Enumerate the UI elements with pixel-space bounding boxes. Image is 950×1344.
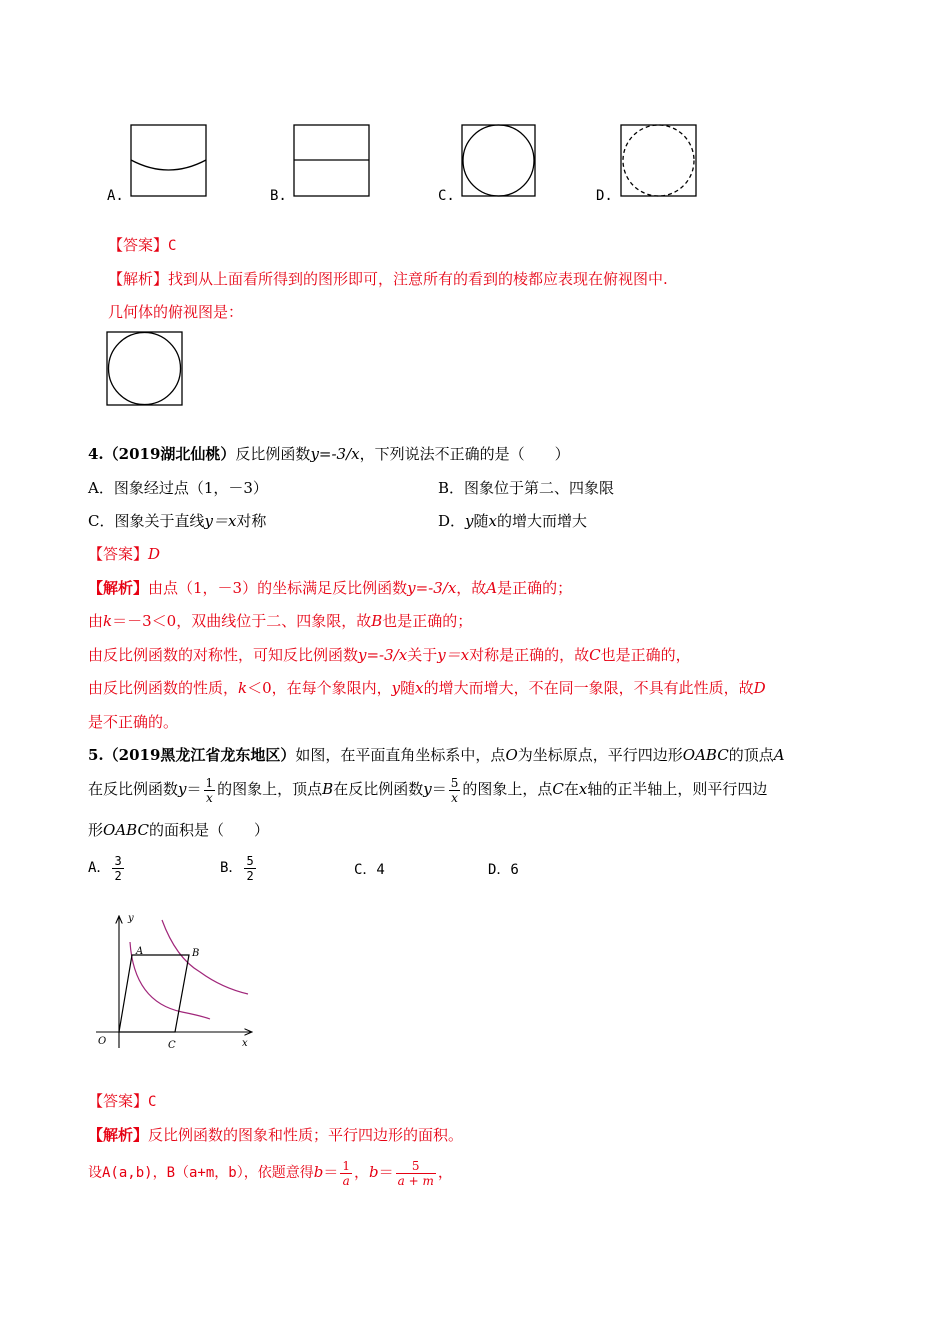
q3-option-c-figure — [461, 124, 537, 198]
q5-l2-y2: y — [423, 780, 432, 798]
q5-l2-mid3: 的图象上，点 — [462, 780, 553, 798]
q3-option-b-figure — [293, 124, 371, 198]
q3-top-view-figure — [106, 331, 184, 407]
q4-source: （2019湖北仙桃） — [103, 445, 236, 463]
q4-a3-tail: 也是正确的， — [600, 646, 691, 664]
q5-l1-mid2: 的顶点 — [728, 746, 774, 764]
q5-number: 5. — [88, 746, 104, 764]
q4-analysis-line-3 — [88, 644, 691, 665]
answer-tag: 【答案】 — [88, 1092, 149, 1110]
q4-option-d-x: x — [488, 512, 497, 530]
fraction-numerator: 5 — [450, 775, 459, 790]
q5-l1-o: O — [505, 746, 518, 764]
fraction-numerator: 5 — [246, 853, 254, 868]
q4-option-c-tail: 对称 — [236, 512, 267, 530]
q4-a3-func: y=-3/x — [358, 646, 408, 664]
fraction-denominator: a + m — [397, 1173, 434, 1188]
q4-option-d — [438, 510, 587, 531]
q3-option-d-label: D. — [596, 188, 613, 204]
q5-stem-line-2 — [88, 772, 767, 806]
q5-solution-line-1 — [88, 1152, 453, 1193]
q4-a3-var: C — [589, 646, 601, 664]
q4-a3-text: 由反比例函数的对称性，可知反比例函数 — [88, 646, 359, 664]
q4-option-d-tail: 的增大而增大 — [497, 512, 588, 530]
fraction-numerator: 5 — [411, 1158, 420, 1173]
q5-coordinate-figure — [92, 912, 257, 1052]
q4-analysis-line-5: 是不正确的。 — [88, 713, 179, 731]
q5-l3-text: 形 — [88, 821, 104, 839]
q3-option-c-label: C. — [438, 188, 455, 204]
q4-a1-tail: 是正确的； — [497, 579, 573, 597]
q4-analysis-line-4 — [88, 677, 766, 698]
q4-a4-k: k — [238, 679, 248, 697]
q3-option-d-figure — [620, 124, 698, 198]
q5-s1-fraction — [340, 1159, 352, 1188]
analysis-tag: 【解析】 — [108, 270, 169, 288]
q5-option-a-fraction — [112, 854, 123, 883]
q4-option-b: B．图象位于第二、四象限 — [438, 479, 615, 497]
q4-stem — [88, 443, 570, 464]
q3-answer-line — [108, 234, 176, 255]
q4-option-c-text: C．图象关于直线 — [88, 512, 205, 530]
q5-l3-oabc: OABC — [103, 821, 149, 839]
q5-s1-b: b — [313, 1163, 324, 1181]
label-a: A — [136, 946, 144, 957]
q5-s1-tail: ， — [437, 1163, 453, 1181]
q5-l2-tail: 轴的正半轴上，则平行四边 — [587, 780, 768, 798]
label-x: x — [242, 1038, 248, 1049]
q3-analysis-line — [108, 268, 668, 289]
q3-option-a-label: A. — [107, 188, 124, 204]
fraction-denominator: x — [204, 790, 216, 805]
q5-option-d: D．6 — [488, 862, 519, 878]
q5-l2-fraction-2 — [449, 776, 461, 805]
q4-a4-text: 由反比例函数的性质， — [88, 679, 239, 697]
q4-a4-var: D — [753, 679, 766, 697]
q5-s1-b2: b — [369, 1163, 379, 1181]
q5-l2-text: 在反比例函数 — [88, 780, 179, 798]
q4-a2-k: k — [103, 612, 113, 630]
fraction-denominator: a — [340, 1173, 352, 1188]
q4-stem-tail: ，下列说法不正确的是（ ） — [359, 445, 570, 463]
analysis-text: 找到从上面看所得到的图形即可，注意所有的看到的棱都应表现在俯视图中. — [168, 270, 668, 288]
q4-number: 4. — [88, 445, 104, 463]
curve-y-5-over-x — [162, 920, 248, 994]
answer-tag: 【答案】 — [88, 545, 149, 563]
q5-l2-fraction — [204, 776, 216, 805]
label-y: y — [128, 913, 134, 924]
q5-s1-comma: ， — [353, 1163, 369, 1181]
q5-l2-c: C — [552, 780, 564, 798]
q4-answer-line — [88, 543, 160, 564]
q5-stem-line-1 — [88, 744, 785, 765]
analysis-tag: 【解析】 — [88, 1126, 149, 1144]
fraction-numerator: 1 — [205, 775, 214, 790]
q5-source: （2019黑龙江省龙东地区） — [103, 746, 296, 764]
q4-a3-line: y＝x — [437, 646, 470, 664]
q5-option-a — [88, 851, 126, 885]
fraction-denominator: 2 — [246, 868, 254, 883]
q5-l1-text: 如图，在平面直角坐标系中，点 — [295, 746, 506, 764]
q4-stem-text: 反比例函数 — [235, 445, 311, 463]
q5-l2-y: y — [178, 780, 187, 798]
q5-s1-fraction-2 — [396, 1159, 436, 1188]
q4-a3-mid: 关于 — [407, 646, 438, 664]
q4-a4-y: y — [391, 679, 401, 697]
q5-l1-a: A — [773, 746, 785, 764]
q3-analysis-line-2: 几何体的俯视图是： — [108, 303, 244, 321]
q5-l1-mid: 为坐标原点，平行四边形 — [517, 746, 683, 764]
fraction-numerator: 1 — [342, 1158, 350, 1173]
answer-value: D — [148, 545, 161, 563]
q4-a2-text: 由 — [88, 612, 104, 630]
q4-analysis-line-1 — [88, 577, 572, 598]
q5-option-b-label: B． — [220, 860, 243, 876]
q5-l2-x: x — [578, 780, 588, 798]
q4-a4-mid2: 随 — [400, 679, 416, 697]
q5-l2-eq: ＝ — [186, 780, 202, 798]
q4-option-c — [88, 510, 266, 531]
label-b: B — [192, 948, 200, 959]
q5-s1-eq2: ＝ — [378, 1163, 394, 1181]
q5-option-b — [220, 851, 258, 885]
q5-l2-b: B — [322, 780, 334, 798]
q5-l1-oabc: OABC — [682, 746, 729, 764]
answer-value: C — [148, 1094, 157, 1110]
q5-stem-line-3 — [88, 819, 269, 840]
q4-a1-func: y=-3/x — [407, 579, 457, 597]
q4-option-c-var: y＝x — [204, 512, 237, 530]
q5-analysis-line — [88, 1124, 463, 1145]
q4-function: y=-3/x — [310, 445, 360, 463]
q5-l3-tail: 的面积是（ ） — [148, 821, 269, 839]
q5-s1-eq: ＝ — [323, 1163, 339, 1181]
q4-option-d-label: D． — [438, 512, 466, 530]
parallelogram-oabc — [119, 955, 189, 1032]
q4-a4-x: x — [415, 679, 424, 697]
analysis-tag: 【解析】 — [88, 579, 149, 597]
q5-l2-mid2: 在反比例函数 — [333, 780, 424, 798]
q5-option-a-label: A． — [88, 860, 111, 876]
q5-answer-line — [88, 1090, 156, 1111]
answer-tag: 【答案】 — [108, 236, 169, 254]
q4-option-d-y: y — [465, 512, 474, 530]
q4-a2-tail: 也是正确的； — [382, 612, 473, 630]
q5-s1-text: 设A(a,b)，B（a+m，b），依题意得 — [88, 1165, 314, 1181]
label-c: C — [168, 1040, 176, 1051]
q5-l2-mid: 的图象上，顶点 — [217, 780, 323, 798]
fraction-denominator: x — [449, 790, 461, 805]
q4-a4-mid3: 的增大而增大，不在同一象限，不具有此性质，故 — [423, 679, 754, 697]
q3-option-b-label: B. — [270, 188, 287, 204]
q4-a1-text: 由点（1，－3）的坐标满足反比例函数 — [148, 579, 408, 597]
q4-a2-var: B — [371, 612, 383, 630]
fraction-numerator: 3 — [114, 853, 122, 868]
q5-option-b-fraction — [244, 854, 255, 883]
q4-option-a: A．图象经过点（1，－3） — [88, 479, 268, 497]
q4-a1-mid: ，故 — [456, 579, 487, 597]
fraction-denominator: 2 — [114, 868, 122, 883]
answer-value: C — [168, 238, 177, 254]
q3-option-a-figure — [130, 124, 208, 198]
q4-a2-mid: ＝－3＜0，双曲线位于二、四象限，故 — [112, 612, 372, 630]
q5-l2-eq2: ＝ — [431, 780, 447, 798]
q4-analysis-line-2 — [88, 610, 472, 631]
label-o: O — [98, 1036, 107, 1047]
q4-a1-var: A — [486, 579, 498, 597]
q5-option-c: C．4 — [354, 862, 385, 878]
q5-l2-mid4: 在 — [563, 780, 579, 798]
analysis-text: 反比例函数的图象和性质；平行四边形的面积。 — [148, 1126, 464, 1144]
q4-option-d-mid: 随 — [473, 512, 489, 530]
q4-a4-mid: ＜0，在每个象限内， — [247, 679, 392, 697]
q4-a3-mid2: 对称是正确的，故 — [469, 646, 590, 664]
